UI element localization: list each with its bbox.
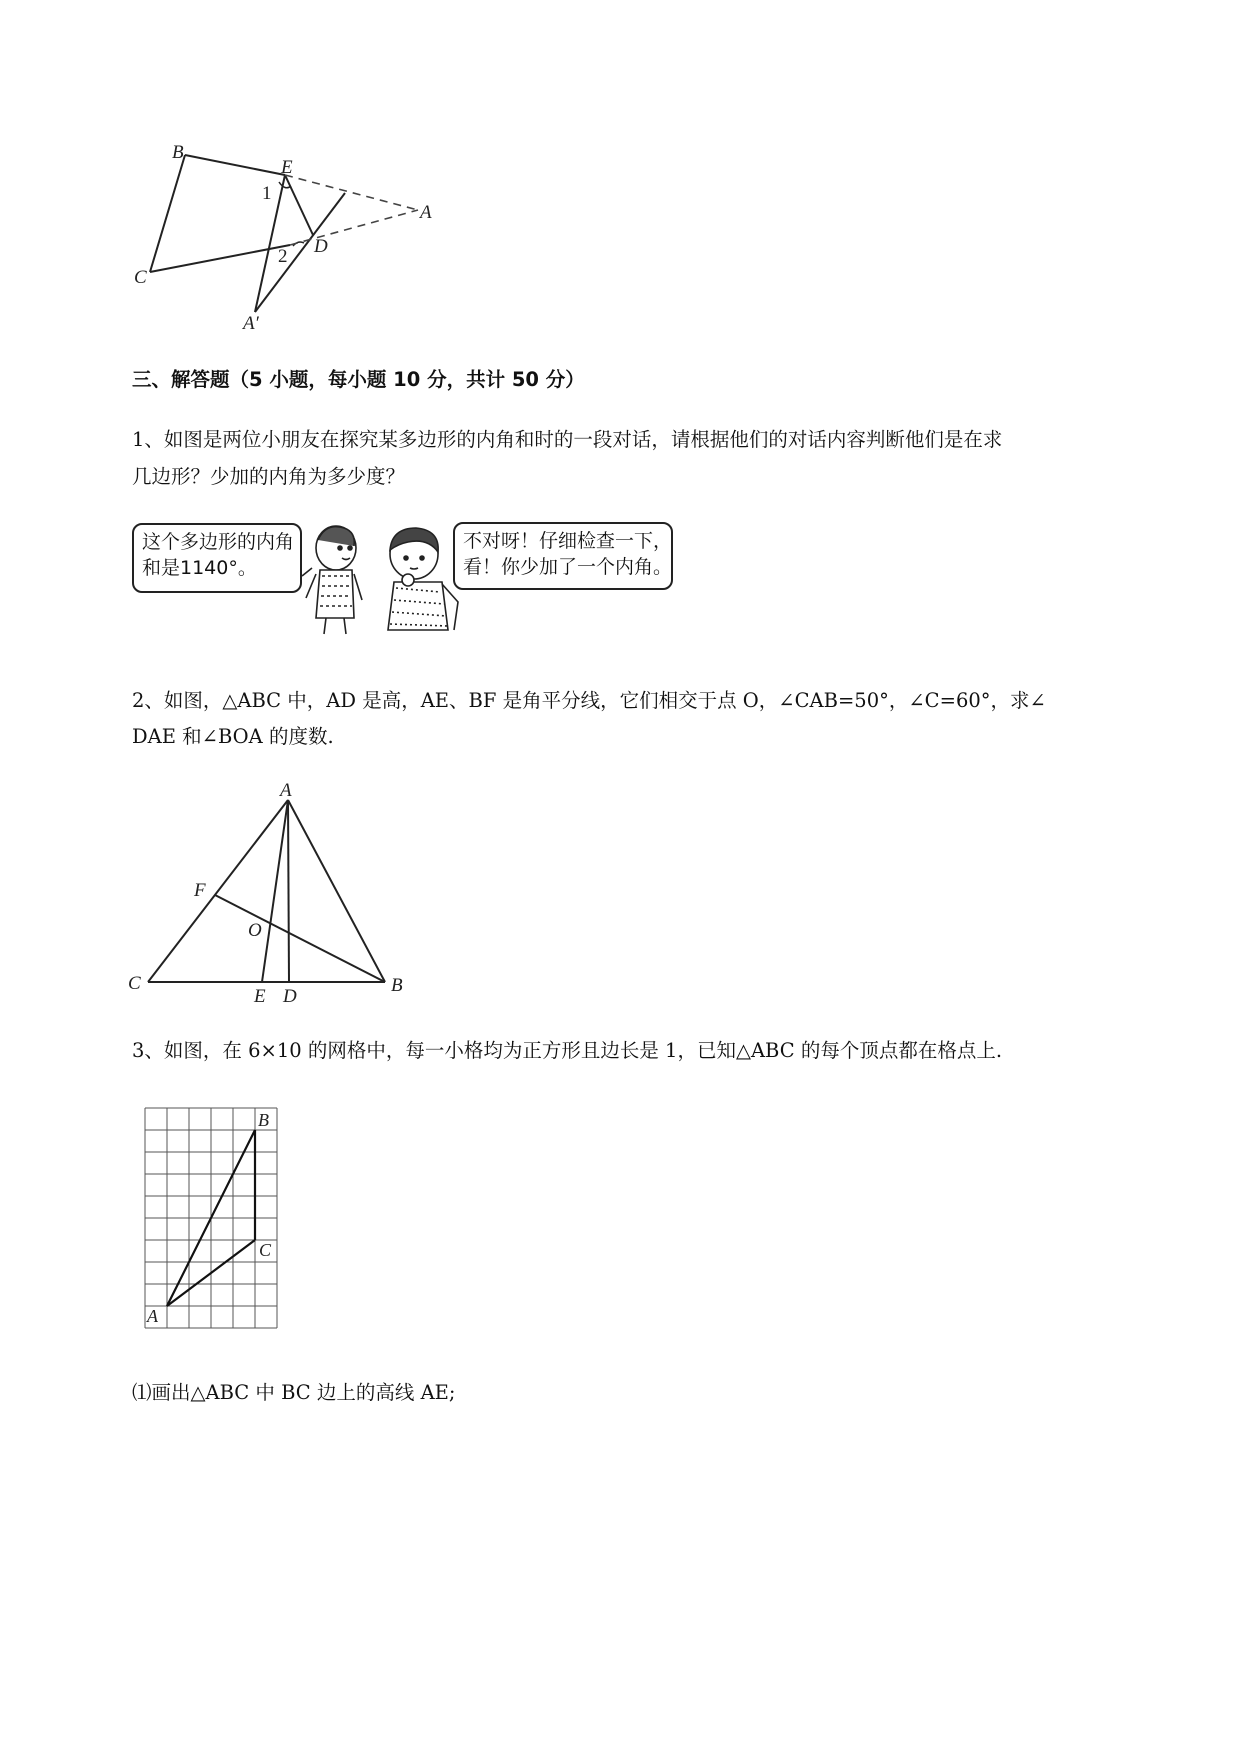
bubble-left-line2: 和是1140°。 [142, 557, 257, 579]
bubble-right-line2: 看！你少加了一个内角。 [463, 556, 673, 578]
speech-bubble-right [453, 522, 673, 590]
label-E: E [254, 986, 266, 1007]
label-C: C [128, 973, 141, 994]
segment-BE [185, 155, 285, 175]
label-angle1: 1 [262, 183, 272, 204]
q1-dialogue-illustration [128, 518, 678, 636]
speech-bubble-left [132, 523, 302, 593]
child-left-drawing [296, 518, 376, 636]
q3-subquestion-1: ⑴画出△ABC 中 BC 边上的高线 AE; [132, 1381, 456, 1404]
bubble-right-line1: 不对呀！仔细检查一下， [463, 530, 673, 552]
side-AB [288, 800, 385, 982]
label-E: E [281, 157, 293, 178]
q1-text-line2: 几边形？少加的内角为多少度？ [132, 465, 406, 488]
label-D: D [283, 986, 297, 1007]
label-C: C [259, 1240, 272, 1260]
bisector-BF [215, 895, 385, 982]
bubble-left-line1: 这个多边形的内角 [142, 531, 295, 553]
label-B: B [391, 975, 403, 996]
label-B: B [258, 1110, 269, 1130]
q1-text-line1: 1、如图是两位小朋友在探究某多边形的内角和时的一段对话，请根据他们的对话内容判断他们是在求 [132, 428, 1003, 451]
figure-quadrilateral-fold [120, 130, 460, 345]
label-A-prime: A′ [243, 313, 259, 334]
section-heading: 三、解答题（5 小题，每小题 10 分，共计 50 分） [132, 368, 585, 391]
label-F: F [194, 880, 206, 901]
segment-ED [285, 175, 313, 235]
label-A: A [420, 202, 432, 223]
dashed-EA [285, 175, 418, 210]
altitude-AD [288, 800, 289, 982]
label-A: A [147, 1306, 158, 1326]
label-C: C [134, 267, 147, 288]
label-A: A [280, 780, 292, 801]
child-right-drawing [378, 522, 463, 636]
segment-BC [150, 155, 185, 272]
q2-text-line1: 2、如图，△ABC 中，AD 是高，AE、BF 是角平分线，它们相交于点 O，∠CAB=50°，∠C=60°，求∠ [132, 689, 1046, 712]
label-B: B [172, 142, 184, 163]
q3-text-line1: 3、如图，在 6×10 的网格中，每一小格均为正方形且边长是 1，已知△ABC 的每个顶点都在格点上. [132, 1039, 1003, 1062]
label-angle2: 2 [278, 246, 288, 267]
side-CA [148, 800, 288, 982]
label-D: D [314, 236, 328, 257]
label-O: O [248, 920, 262, 941]
figure-triangle-ABC-bisectors [120, 775, 420, 1010]
figure-grid-triangle [135, 1100, 285, 1340]
q2-text-line2: DAE 和∠BOA 的度数. [132, 725, 334, 748]
